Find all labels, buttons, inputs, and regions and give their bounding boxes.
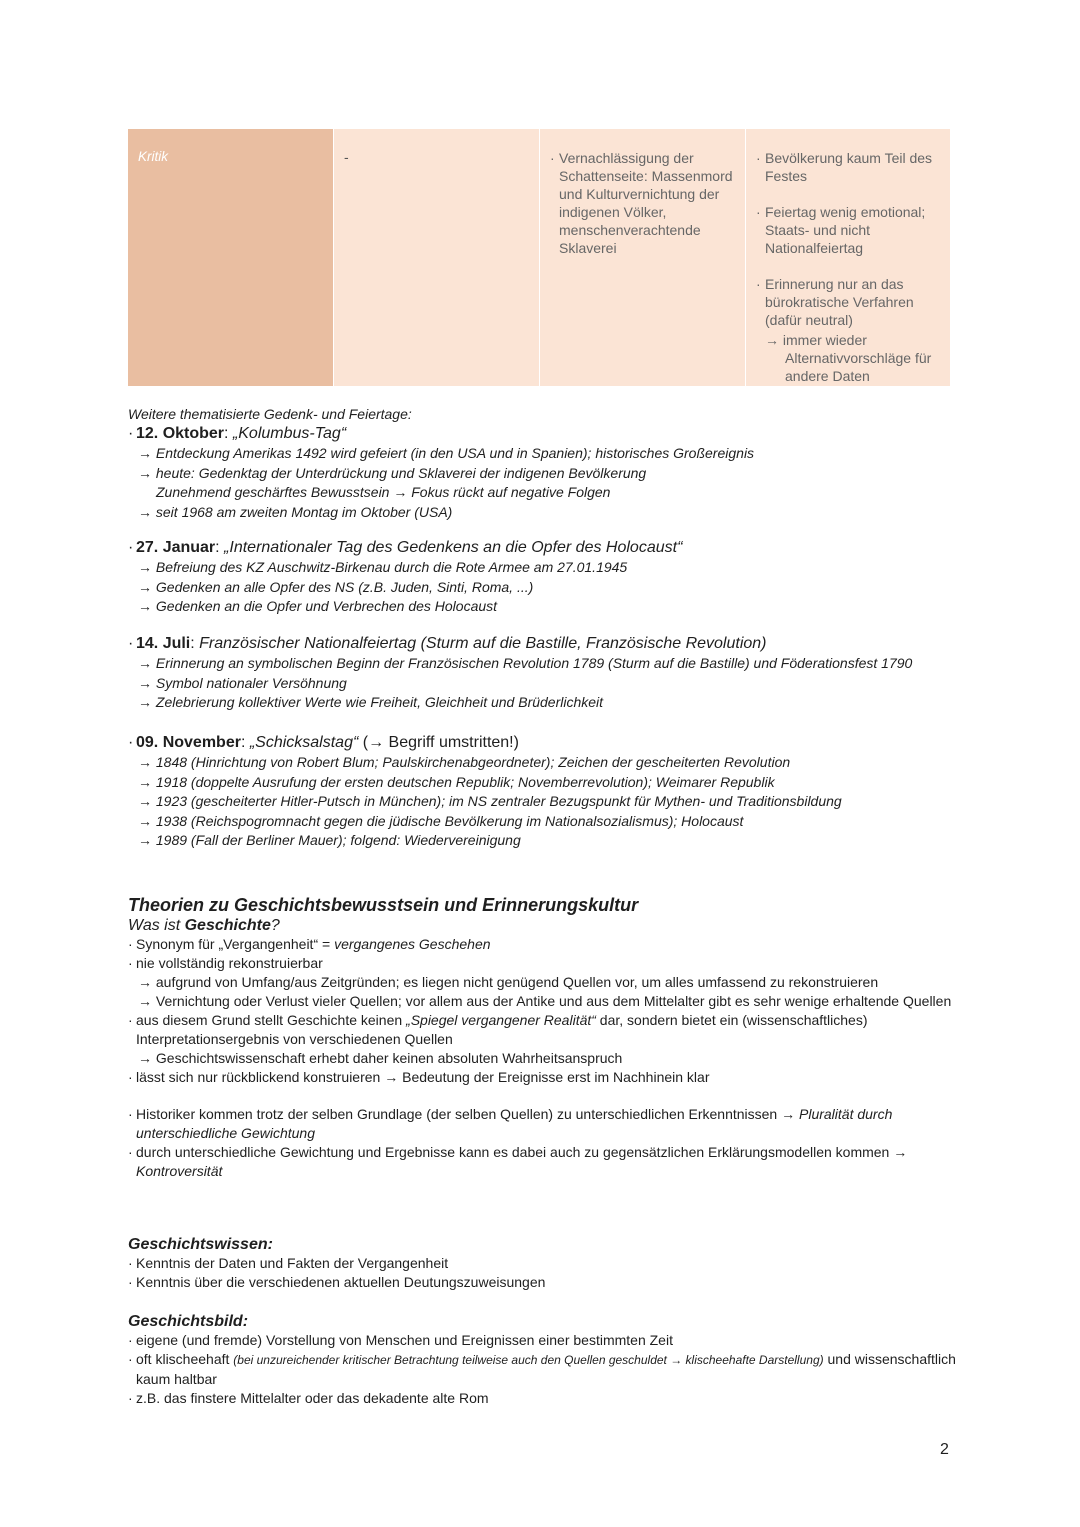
sub-note: → immer wieder Alternativvorschläge für andere Daten [765,332,932,384]
bullet: · oft klischeehaft (bei unzureichender kritischer Betrachtung teilweise auch den Quellen geschuldet → klischeehafte Darstellung) und wissenschaftlich kaum haltbar [128,1350,958,1389]
entry-line: → Symbol nationaler Versöhnung [138,674,347,691]
entry-line: → 1923 (gescheiterter Hitler-Putsch in München); im NS zentraler Bezugspunkt für Mythen- und Traditionsbildung [138,793,842,809]
list-item: · Bevölkerung kaum Teil des Festes [756,149,942,185]
section-title: Theorien zu Geschichtsbewusstsein und Erinnerungskultur [128,895,639,915]
entry-line: Zunehmend geschärftes Bewusstsein → Fokus rückt auf negative Folgen [156,484,611,500]
cell-empty: - [333,129,539,386]
section-title: Geschichtswissen: [128,1236,273,1253]
row-label-kritik: Kritik [128,129,333,386]
sub-bullet: → Geschichtswissenschaft erhebt daher keinen absoluten Wahrheitsanspruch [138,1050,623,1066]
wissen-section [128,1235,958,1292]
bild-section [128,1312,958,1408]
entry-line: → Erinnerung an symbolischen Beginn der Französischen Revolution 1789 (Sturm auf die Bastille) und Föderationsfest 1790 [138,655,913,671]
list-item: · Feiertag wenig emotional; Staats- und nicht Nationalfeiertag [756,203,942,257]
entry-line: → Gedenken an alle Opfer des NS (z.B. Juden, Sinti, Roma, ...) [138,578,534,595]
entry-line: → 1938 (Reichspogromnacht gegen die jüdische Bevölkerung im Nationalsozialismus); Holocaust [138,812,744,829]
critique-list [550,149,737,257]
bullet: · nie vollständig rekonstruierbar [128,954,958,973]
page-number: 2 [940,1441,949,1458]
entry-heading-jul14: · 14. Juli: Französischer Nationalfeiertag (Sturm auf die Bastille, Französische Revolution) [128,634,958,654]
section-intro: Weitere thematisierte Gedenk- und Feiertage: [128,406,412,422]
bullet: · eigene (und fremde) Vorstellung von Menschen und Ereignissen einer bestimmten Zeit [128,1331,958,1350]
entry-line: → seit 1968 am zweiten Montag im Oktober (USA) [138,503,453,520]
kritik-table [128,129,950,386]
sub-bullet: → Vernichtung oder Verlust vieler Quellen; vor allem aus der Antike und aus dem Mittelalter gibt es sehr wenige erhaltende Quellen [138,993,952,1009]
bullet: · Kenntnis über die verschiedenen aktuellen Deutungszuweisungen [128,1273,958,1292]
entry-line: → Zelebrierung kollektiver Werte wie Freiheit, Gleichheit und Brüderlichkeit [138,694,604,710]
weitere-section [128,405,958,522]
bullet: · z.B. das finstere Mittelalter oder das dekadente alte Rom [128,1389,958,1408]
bullet: · Kenntnis der Daten und Fakten der Vergangenheit [128,1254,958,1273]
question-heading: Was ist Geschichte? [128,917,280,934]
critique-list [756,149,942,385]
entry-line: → Befreiung des KZ Auschwitz-Birkenau durch die Rote Armee am 27.01.1945 [138,559,628,575]
cell-critique-2 [745,129,950,386]
entry-nov09 [128,733,958,851]
section-title: Geschichtsbild: [128,1313,249,1330]
entry-line: → 1989 (Fall der Berliner Mauer); folgend: Wiedervereinigung [138,832,521,848]
list-item: · Vernachlässigung der Schattenseite: Massenmord und Kulturvernichtung der indigenen Völker, menschenverachtende Sklaverei [550,149,737,257]
bullet: · Synonym für „Vergangenheit“ = vergangenes Geschehen [128,935,958,954]
entry-line: → 1918 (doppelte Ausrufung der ersten deutschen Republik; Novemberrevolution); Weimarer Republik [138,773,775,790]
bullet: · Historiker kommen trotz der selben Grundlage (der selben Quellen) zu unterschiedlichen Erkenntnissen → Pluralität durch unterschiedliche Gewichtung [128,1105,958,1143]
sub-bullet: → aufgrund von Umfang/aus Zeitgründen; es liegen nicht genügend Quellen vor, um alles umfassend zu rekonstruieren [138,974,879,990]
list-item: · Erinnerung nur an das bürokratische Verfahren (dafür neutral) → immer wieder Alternativvorschläge für andere Daten [756,275,942,385]
entry-line: → 1848 (Hinrichtung von Robert Blum; Paulskirchenabgeordneter); Zeichen der gescheiterten Revolution [138,754,791,770]
entry-jan27 [128,538,958,617]
entry-line: → Gedenken an die Opfer und Verbrechen des Holocaust [138,598,498,614]
entry-jul14 [128,634,958,713]
theorien-section [128,895,958,1181]
cell-critique-1 [539,129,745,386]
bullet: · durch unterschiedliche Gewichtung und Ergebnisse kann es dabei auch zu gegensätzlichen Erklärungsmodellen kommen → Kontroversität [128,1143,958,1181]
bullet: · aus diesem Grund stellt Geschichte keinen „Spiegel vergangener Realität“ dar, sondern bietet ein (wissenschaftliches) Interpretationsergebnis von verschiedenen Quellen [128,1011,958,1049]
bullet: · lässt sich nur rückblickend konstruieren → Bedeutung der Ereignisse erst im Nachhinein klar [128,1068,958,1087]
entry-line: → Entdeckung Amerikas 1492 wird gefeiert (in den USA und in Spanien); historisches Großereignis [138,445,755,461]
entry-line: → heute: Gedenktag der Unterdrückung und Sklaverei der indigenen Bevölkerung [138,464,647,481]
entry-heading-nov09: · 09. November: „Schicksalstag“ (→ Begriff umstritten!) [128,733,958,753]
entry-heading-jan27: · 27. Januar: „Internationaler Tag des Gedenkens an die Opfer des Holocaust“ [128,538,958,558]
entry-heading-oct12: · 12. Oktober: „Kolumbus-Tag“ [128,424,958,444]
